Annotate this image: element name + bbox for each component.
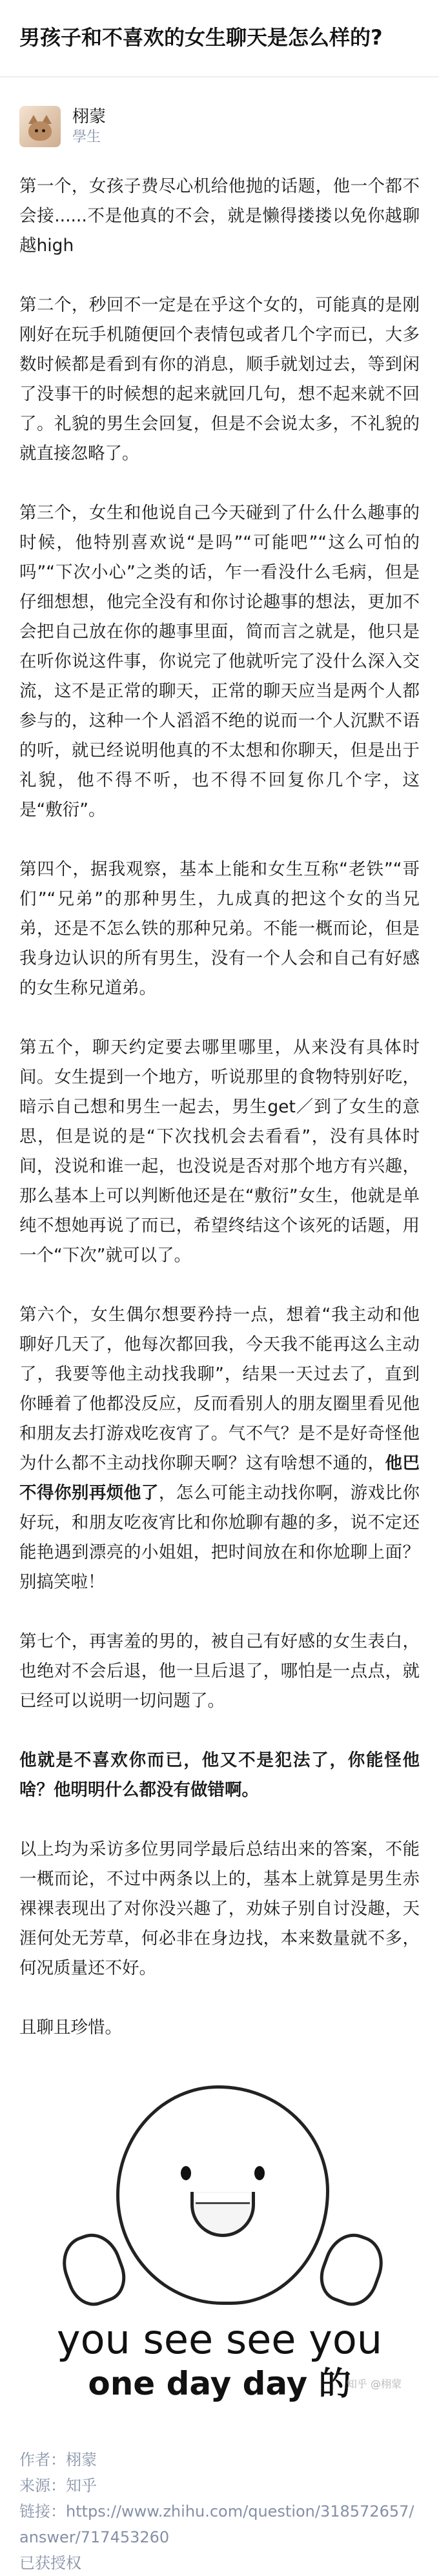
paragraph-6-bold-text: 他巴不得你别再烦他了 [19,1453,420,1503]
answer-content [0,158,439,2576]
avatar-cat-eye-icon [35,129,38,132]
question-title[interactable]: 男孩子和不喜欢的女生聊天是怎么样的? [19,25,383,50]
footer-author: 作者：栩蒙 [19,2451,97,2469]
attribution-footer [19,2447,420,2576]
paragraph-4: 第四个，据我观察，基本上能和女生互称“老铁”“哥们”“兄弟”的那种男生，九成真的把这个女的当兄弟，还是不怎么铁的那种兄弟。不能一概而论，但是我身边认识的所有男生，没有一个人会和自己有好感的女生称兄道弟。 [19,859,420,998]
meme-caption-line-1: you see see you [56,2316,383,2363]
paragraph-1: 第一个，女孩子费尽心机给他抛的话题，他一个都不会接......不是他真的不会，就是懒得搂搂以免你越聊越high [19,176,420,256]
author-tag: 學生 [72,129,101,145]
avatar-cat-face-icon [28,121,52,141]
author-name[interactable]: 栩蒙 [72,107,107,127]
avatar[interactable] [19,106,61,147]
footer-authorization: 已获授权 [19,2554,81,2572]
paragraph-6-text-after: ，怎么可能主动找你啊，游戏比你好玩，和朋友吃夜宵比和你尬聊有趣的多，说不定还能艳遇到漂亮的小姐姐，把时间放在和你尬聊上面？别搞笑啦！ [19,1483,420,1592]
avatar-cat-eye-icon [42,129,45,132]
footer-source: 来源：知乎 [19,2477,97,2495]
paragraph-2: 第二个，秒回不一定是在乎这个女的，可能真的是刚刚好在玩手机随便回个表情包或者几个字而已，大多数时候都是看到有你的消息，顺手就划过去，等到闲了没事干的时候想的起来就回几句，想不起来就不回了。礼貌的男生会回复，但是不会说太多，不礼貌的就直接忽略了。 [19,295,420,464]
emphasis-paragraph: 他就是不喜欢你而已，他又不是犯法了，你能怪他啥？他明明什么都没有做错啊。 [19,1750,420,1800]
meme-teeth-icon [196,2193,250,2204]
author-row [0,77,439,158]
paragraph-closing: 且聊且珍惜。 [19,2018,122,2038]
paragraph-summary: 以上均为采访多位男同学最后总结出来的答案，不能一概而论，不过中两条以上的，基本上就算是男生赤裸裸表现出了对你没兴趣了，劝妹子别自讨没趣，天涯何处无芳草，何必非在身边找，本来数量就不多，何况质量还不好。 [19,1839,420,1978]
meme-hand-icon [312,2226,391,2313]
meme-eye-icon [254,2166,265,2180]
meme-hand-icon [54,2226,133,2313]
paragraph-3: 第三个，女生和他说自己今天碰到了什么什么趣事的时候，他特别喜欢说“是吗”“可能吧”“这么可怕的吗”“下次小心”之类的话，乍一看没什么毛病，但是仔细想想，他完全没有和你讨论趣事的想法，更加不会把自己放在你的趣事里面，简而言之就是，他只是在听你说这件事，你说完了他就听完了没什么深入交流，这不是正常的聊天，正常的聊天应当是两个人都参与的，这种一个人滔滔不绝的说而一个人沉默不语的听，就已经说明他真的不太想和你聊天，但是出于礼貌，他不得不听，也不得不回复你几个字，这是“敷衍”。 [19,503,420,820]
paragraph-7: 第七个，再害羞的男的，被自己有好感的女生表白，也绝对不会后退，他一旦后退了，哪怕是一点点，就已经可以说明一切问题了。 [19,1631,420,1711]
laughing-cartoon-face-icon [116,2085,329,2305]
author-meta [72,106,106,147]
paragraph-6-text-before: 第六个，女生偶尔想要矜持一点，想着“我主动和他聊好几天了，他每次都回我，今天我不能再这么主动了，我要等他主动找我聊”，结果一天过去了，直到你睡着了他都没反应，反而看别人的朋友圈里看见他和朋友去打游戏吃夜宵了。气不气？是不是好奇怪他为什么都不主动找你聊天啊？这有啥想不通的， [19,1305,420,1473]
paragraph-5: 第五个，聊天约定要去哪里哪里，从来没有具体时间。女生提到一个地方，听说那里的食物特别好吃，暗示自己想和男生一起去，男生get／到了女生的意思，但是说的是“下次找机会去看看”，没有具体时间，没说和谁一起，也没说是否对那个地方有兴趣，那么基本上可以判断他还是在“敷衍”女生，他就是单纯不想她再说了而已，希望终结这个该死的话题，用一个“下次”就可以了。 [19,1038,420,1265]
meme-image[interactable] [19,2072,420,2421]
meme-eye-icon [181,2166,191,2180]
question-header [0,0,439,77]
meme-watermark: 知乎 @栩蒙 [346,2378,402,2390]
paragraph-6 [19,1300,420,1597]
meme-caption-line-2: one day day 的 [88,2365,351,2402]
footer-link[interactable]: 链接：https://www.zhihu.com/question/318572657/answer/717453260 [19,2502,414,2546]
